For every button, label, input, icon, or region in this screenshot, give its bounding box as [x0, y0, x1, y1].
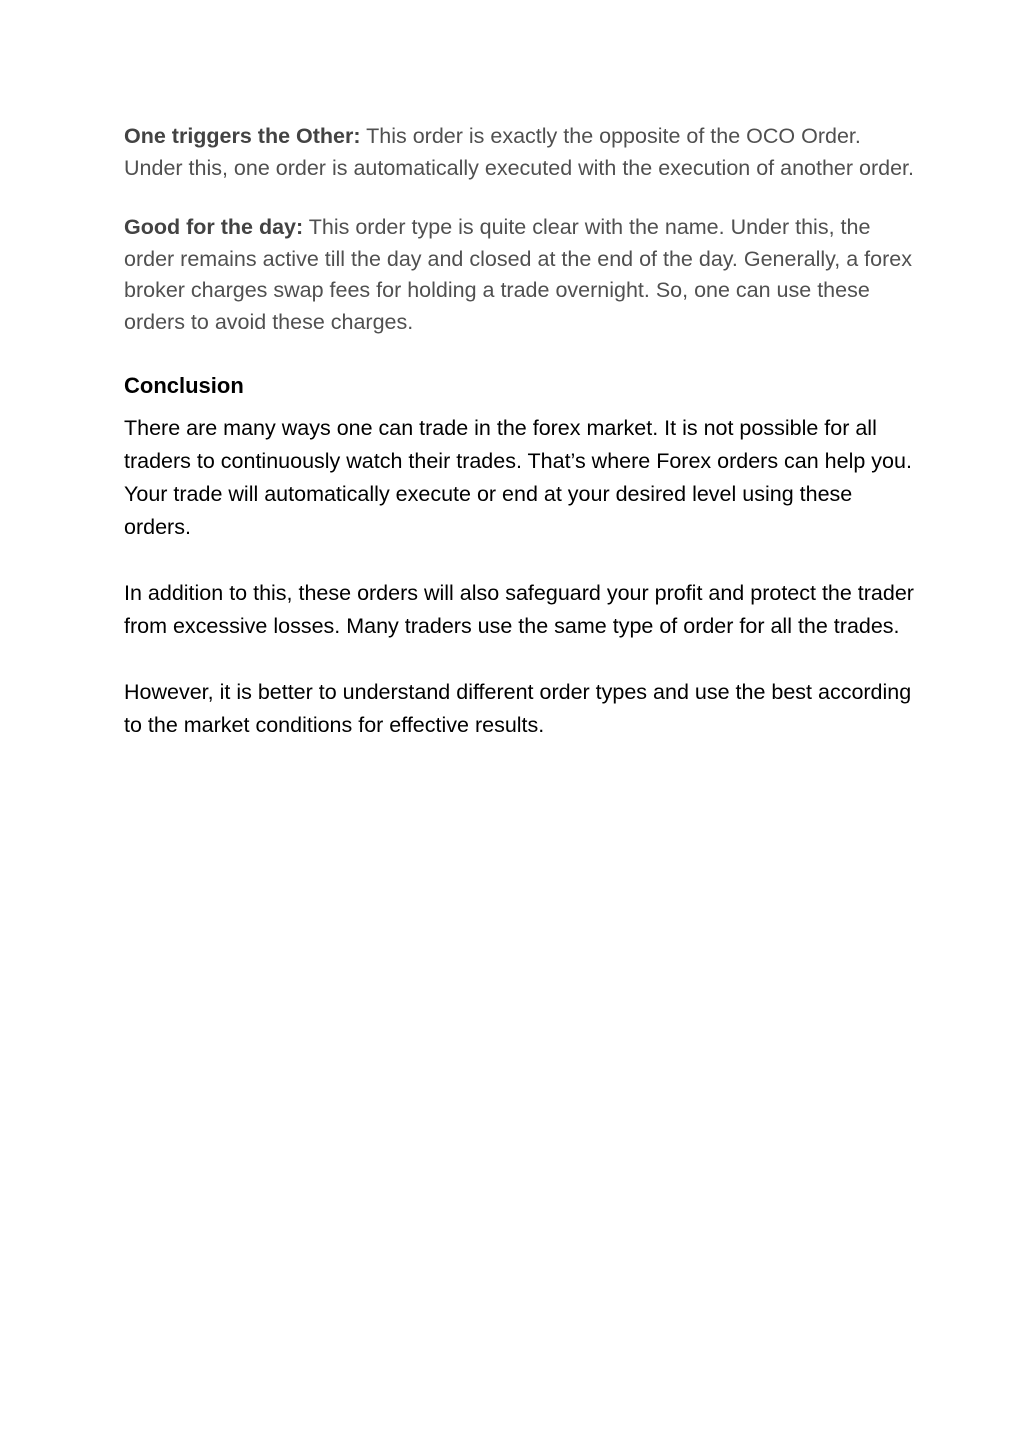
document-page	[124, 121, 914, 775]
order-type-description: This order type is quite clear with the name. Under this, the order remains active till the day and closed at the end of the day. Generally, a forex broker charges swap fees for holding a trade overnight. So, one can use these orders to avoid these charges.	[124, 215, 912, 334]
order-type-one-triggers-other	[124, 121, 914, 184]
order-type-description: This order is exactly the opposite of the OCO Order. Under this, one order is automatically executed with the execution of another order.	[124, 124, 914, 180]
order-type-term: Good for the day:	[124, 215, 304, 239]
order-type-term: One triggers the Other:	[124, 124, 361, 148]
conclusion-paragraph-1: There are many ways one can trade in the forex market. It is not possible for all traders to continuously watch their trades. That’s where Forex orders can help you. Your trade will automatically execute or end at your desired level using these orders.	[124, 416, 912, 539]
conclusion-paragraph-2: In addition to this, these orders will also safeguard your profit and protect the trader from excessive losses. Many traders use the same type of order for all the trades.	[124, 581, 914, 638]
order-type-good-for-the-day	[124, 212, 914, 338]
conclusion-heading: Conclusion	[124, 373, 244, 398]
conclusion-paragraph-3: However, it is better to understand different order types and use the best according to the market conditions for effective results.	[124, 680, 912, 737]
